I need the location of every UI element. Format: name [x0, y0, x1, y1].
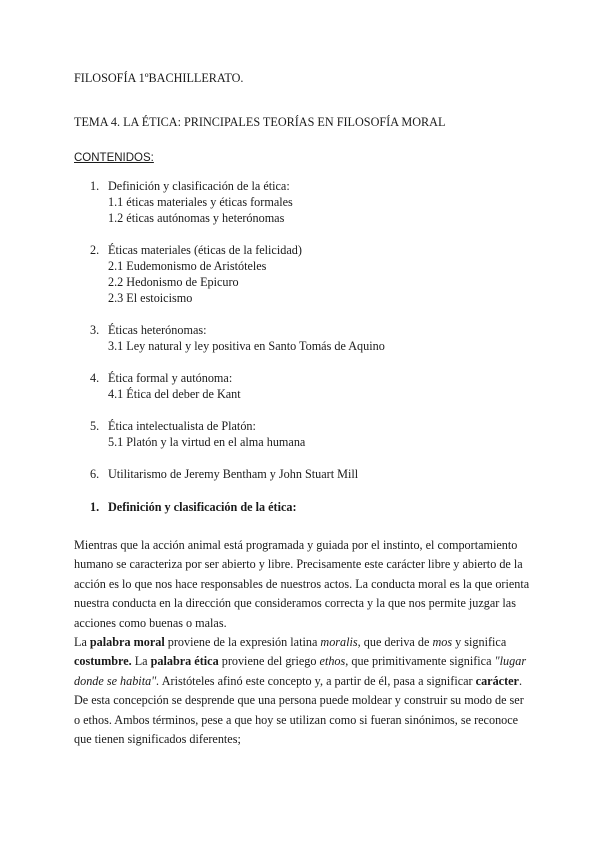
paragraph-line: Mientras que la acción animal está programada y guiada por el instinto, el comportamiento	[74, 538, 518, 552]
item-number: 6.	[90, 467, 100, 481]
contents-item-6	[90, 466, 510, 482]
subitem: 2.2 Hedonismo de Epicuro	[108, 275, 239, 289]
topic-title: TEMA 4. LA ÉTICA: PRINCIPALES TEORÍAS EN FILOSOFÍA MORAL	[74, 115, 446, 129]
item-number: 4.	[90, 371, 100, 385]
paragraph-line: o ethos. Ambos términos, pese a que hoy se utilizan como si fueran sinónimos, se reconoce	[74, 712, 519, 727]
text-run: , que deriva de	[357, 635, 433, 649]
italic-term: mos	[432, 635, 453, 649]
paragraph-etymology	[74, 633, 530, 749]
italic-term: "lugar	[494, 654, 527, 669]
subitem: 5.1 Platón y la virtud en el alma humana	[108, 435, 306, 449]
document-title: FILOSOFÍA 1ºBACHILLERATO.	[74, 71, 244, 85]
item-number: 3.	[90, 323, 100, 337]
bold-term: palabra ética	[150, 654, 219, 669]
section-heading	[90, 499, 297, 515]
paragraph-line: nuestra conducta en la dirección que consideramos correcta y la que nos permite juzgar las	[74, 596, 516, 611]
paragraph-line: acción es lo que nos hace responsables de nuestros actos. La conducta moral es la que orienta	[74, 576, 530, 591]
item-label: Éticas materiales (éticas de la felicidad)	[108, 243, 302, 257]
item-label: Definición y clasificación de la ética:	[108, 179, 290, 193]
item-number: 1.	[90, 179, 100, 193]
paragraph-line	[74, 672, 530, 691]
section-number: 1.	[90, 500, 100, 514]
text-run: .	[518, 673, 522, 688]
item-label: Éticas heterónomas:	[108, 323, 207, 337]
italic-term: moralis	[320, 635, 358, 649]
text-run: proviene de la expresión latina	[164, 635, 321, 649]
subitem: 4.1 Ética del deber de Kant	[108, 387, 241, 401]
paragraph-line	[74, 652, 530, 671]
subitem: 1.2 éticas autónomas y heterónomas	[108, 211, 285, 225]
paragraph-line: humano se caracteriza por ser abierto y libre. Precisamente este carácter libre y abierto de la	[74, 557, 523, 572]
subitem: 2.3 El estoicismo	[108, 291, 193, 305]
section-title: Definición y clasificación de la ética:	[108, 500, 297, 514]
contents-heading: CONTENIDOS:	[74, 152, 154, 164]
text-run: y significa	[452, 635, 507, 649]
item-label: Utilitarismo de Jeremy Bentham y John Stuart Mill	[108, 467, 359, 481]
paragraph-line: De esta concepción se desprende que una persona puede moldear y construir su modo de ser	[74, 693, 524, 708]
italic-term: ethos	[319, 654, 346, 669]
paragraph-line: que tienen significados diferentes;	[74, 732, 241, 747]
item-number: 2.	[90, 243, 100, 257]
bold-term: costumbre.	[74, 654, 132, 669]
paragraph-intro	[74, 536, 530, 633]
contents-item-3	[90, 322, 510, 354]
subitem: 1.1 éticas materiales y éticas formales	[108, 195, 293, 209]
contents-item-5	[90, 418, 510, 450]
text-run: La	[131, 654, 151, 669]
bold-term: carácter	[475, 673, 519, 688]
paragraph-line: acciones como buenas o malas.	[74, 615, 227, 630]
contents-item-2	[90, 242, 510, 306]
item-label: Ética intelectualista de Platón:	[108, 419, 256, 433]
subitem: 2.1 Eudemonismo de Aristóteles	[108, 259, 267, 273]
item-label: Ética formal y autónoma:	[108, 371, 233, 385]
text-run: proviene del griego	[218, 654, 320, 669]
item-number: 5.	[90, 419, 100, 433]
italic-term: donde se habita".	[74, 673, 160, 688]
subitem: 3.1 Ley natural y ley positiva en Santo Tomás de Aquino	[108, 339, 385, 353]
contents-list	[90, 178, 510, 498]
bold-term: palabra moral	[89, 635, 165, 649]
text-run: Aristóteles afinó este concepto y, a partir de él, pasa a significar	[159, 673, 476, 688]
text-run: La	[74, 635, 90, 649]
text-run: , que primitivamente significa	[345, 654, 495, 669]
paragraph-line	[74, 633, 530, 652]
contents-item-4	[90, 370, 510, 402]
contents-item-1	[90, 178, 510, 226]
